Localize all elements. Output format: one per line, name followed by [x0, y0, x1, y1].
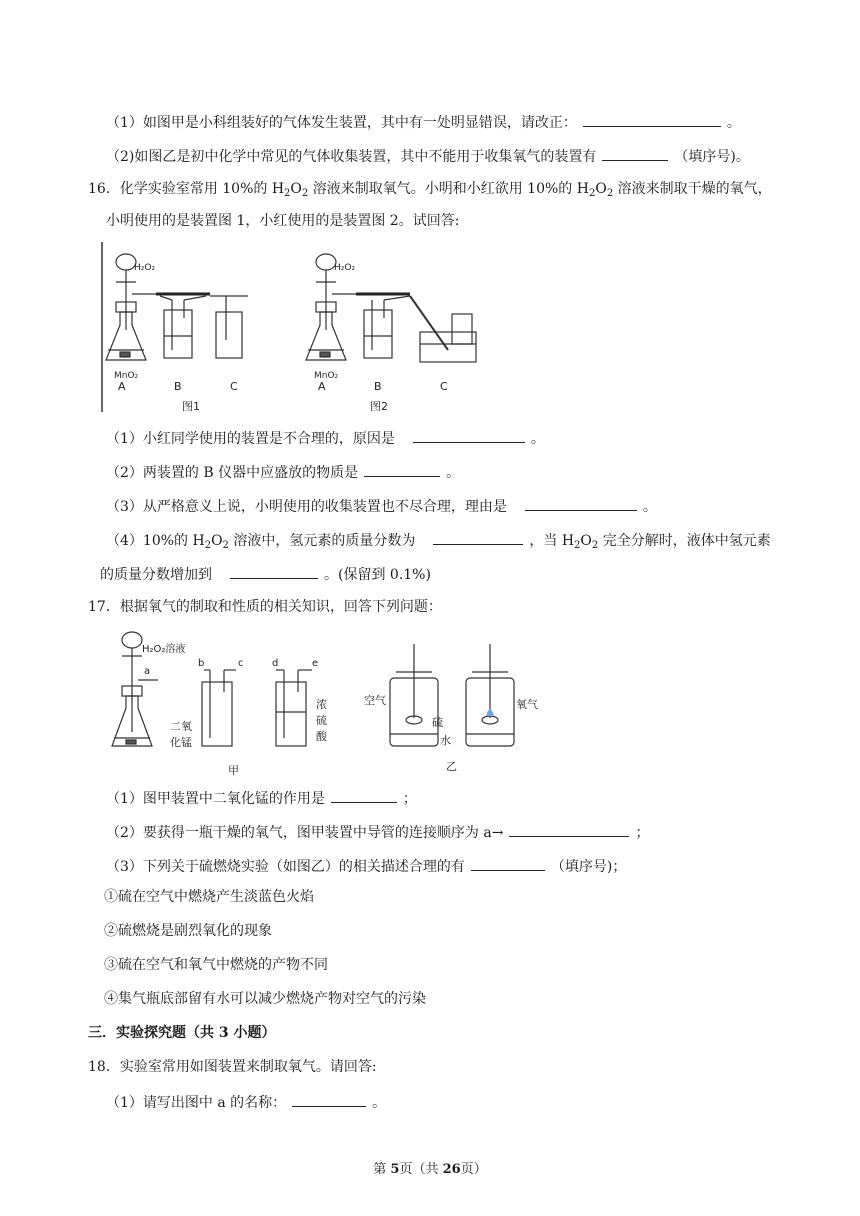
port-c: c	[238, 658, 244, 669]
answer-blank[interactable]	[292, 1092, 366, 1107]
acid-label-1: 浓	[316, 698, 327, 711]
answer-blank[interactable]	[525, 496, 637, 511]
oxygen-label: 氧气	[516, 698, 538, 711]
fig2-caption: 图2	[370, 400, 388, 413]
h2o2-label: H₂O₂	[334, 263, 356, 273]
q16-stem: 16．化学实验室常用 10%的 $H_2O_2$ 溶液来制取氧气。小明和小红欲用 10%的 $H_2O_2$ 溶液来制取干燥的氧气，	[88, 181, 772, 199]
label-b: B	[174, 380, 182, 393]
jia-empty-bottle	[202, 670, 236, 746]
q17-option-3: ③硫在空气和氧气中燃烧的产物不同	[104, 957, 328, 973]
fig2-trough-c	[410, 296, 476, 362]
answer-blank[interactable]	[413, 428, 525, 443]
q16-apparatus-figure	[98, 240, 478, 416]
yi-caption: 乙	[446, 760, 457, 773]
fig1-bottle-c	[210, 296, 248, 358]
port-a: a	[144, 666, 151, 677]
answer-blank[interactable]	[331, 788, 397, 803]
mno2-label-1: 二氧	[170, 720, 192, 733]
answer-blank[interactable]	[509, 822, 629, 837]
q17-apparatus-figure	[106, 622, 546, 778]
q16-part4: （4）10%的 $H_2O_2$ 溶液中，氢元素的质量分数为 ，当 $H_2O_2$ 完全分解时，液体中氢元素	[106, 530, 771, 555]
q15-part1: （1）如图甲是小科组装好的气体发生装置，其中有一处明显错误，请改正： 。	[106, 112, 741, 132]
q17-stem: 17．根据氧气的制取和性质的相关知识，回答下列问题：	[88, 599, 442, 615]
q16-part4-line2: 的质量分数增加到 。(保留到 0.1%)	[100, 564, 431, 584]
label-c: C	[230, 380, 238, 393]
q17-part3: （3）下列关于硫燃烧实验（如图乙）的相关描述合理的有 （填序号)；	[106, 856, 626, 876]
h2o2-solution-label: H₂O₂溶液	[142, 644, 186, 655]
q15-part2: （2)如图乙是初中化学中常见的气体收集装置，其中不能用于收集氧气的装置有 （填序号)。	[106, 146, 750, 166]
q16-part2: （2）两装置的 B 仪器中应盛放的物质是 。	[106, 462, 460, 482]
mno2-label: MnO₂	[114, 371, 139, 381]
port-b: b	[198, 658, 205, 669]
water-label: 水	[440, 734, 451, 747]
acid-label-3: 酸	[316, 730, 327, 743]
fig2-bottle-b	[364, 296, 410, 358]
section-3-heading: 三．实验探究题（共 3 小题）	[88, 1025, 276, 1041]
label-a: A	[118, 380, 126, 393]
answer-blank[interactable]	[364, 462, 440, 477]
flame-icon	[486, 709, 494, 716]
q17-part1: （1）图甲装置中二氧化锰的作用是 ；	[106, 788, 417, 808]
h2o2-label: H₂O₂	[134, 263, 156, 273]
page-footer: 第 5页（共 26页）	[373, 1162, 487, 1177]
label-a: A	[318, 380, 326, 393]
mno2-label-2: 化锰	[170, 736, 192, 749]
answer-blank[interactable]	[602, 146, 668, 161]
fig1-bottle-b	[160, 296, 206, 358]
q17-part2: （2）要获得一瓶干燥的氧气，图甲装置中导管的连接顺序为 a→ ；	[106, 822, 649, 842]
label-b: B	[374, 380, 382, 393]
jia-caption: 甲	[228, 764, 239, 777]
q17-option-1: ①硫在空气中燃烧产生淡蓝色火焰	[104, 889, 314, 905]
port-e: e	[312, 658, 319, 669]
answer-blank[interactable]	[433, 530, 523, 545]
answer-blank[interactable]	[471, 856, 545, 871]
answer-blank[interactable]	[230, 564, 318, 579]
fig1-caption: 图1	[182, 400, 200, 413]
q17-option-2: ②硫燃烧是剧烈氧化的现象	[104, 923, 272, 939]
q16-part3: （3）从严格意义上说，小明使用的收集装置也不尽合理，理由是 。	[106, 496, 657, 516]
air-label: 空气	[364, 694, 386, 707]
yi-jar-oxygen	[466, 644, 514, 746]
q18-stem: 18．实验室常用如图装置来制取氧气。请回答:	[88, 1059, 377, 1075]
q16-stem-line2: 小明使用的是装置图 1，小红使用的是装置图 2。试回答:	[106, 213, 460, 229]
page-number: 5	[390, 1162, 400, 1177]
sulfur-label: 硫	[432, 716, 443, 729]
acid-label-2: 硫	[316, 714, 327, 727]
jia-acid-bottle	[276, 670, 312, 746]
answer-blank[interactable]	[583, 112, 721, 127]
q16-part1: （1）小红同学使用的装置是不合理的，原因是 。	[106, 428, 545, 448]
mno2-label: MnO₂	[314, 371, 339, 381]
q18-part1: （1）请写出图中 a 的名称： 。	[106, 1092, 386, 1112]
yi-jar-air	[390, 644, 438, 746]
port-d: d	[272, 658, 279, 669]
label-c: C	[440, 380, 448, 393]
q17-option-4: ④集气瓶底部留有水可以减少燃烧产物对空气的污染	[104, 991, 426, 1007]
page-total: 26	[442, 1162, 461, 1177]
